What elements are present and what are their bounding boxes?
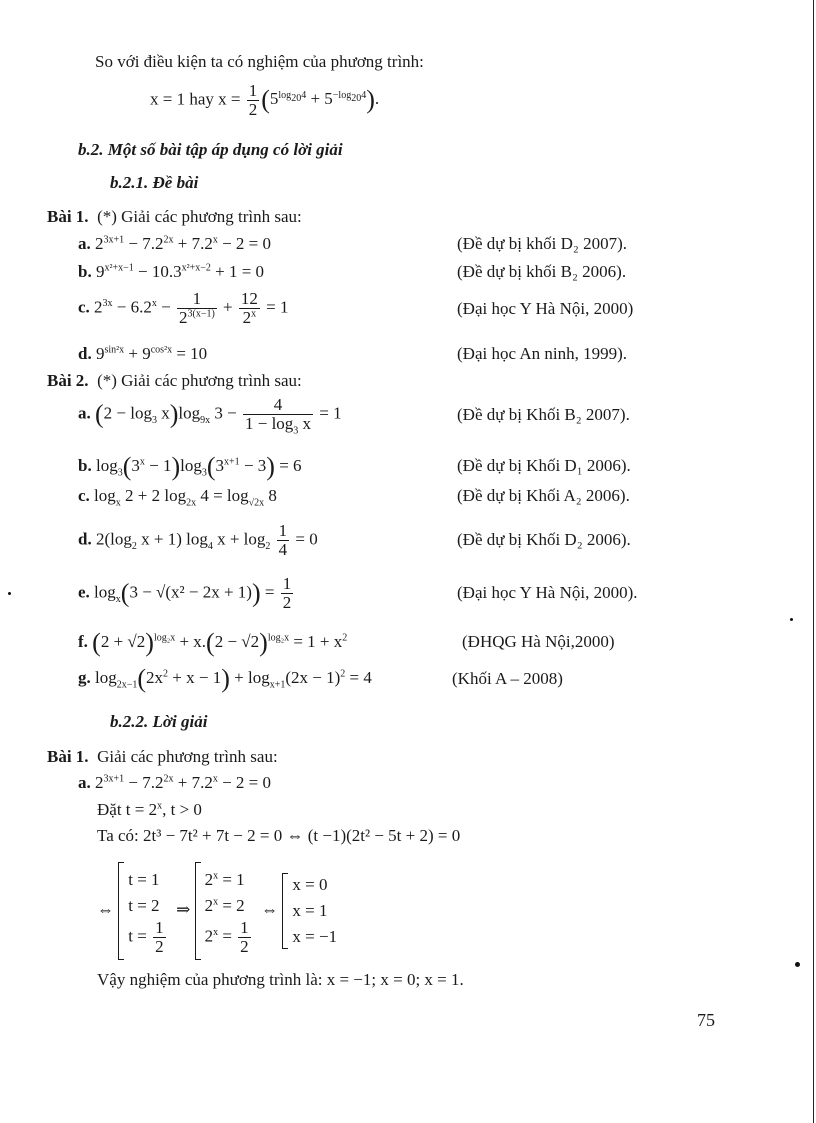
sol-taco: Ta có: 2t³ − 7t² + 7t − 2 = 0 ⇔ (t −1)(2t² − 5t + 2) = 0 (97, 826, 461, 845)
page-edge-line (813, 0, 814, 1123)
bai2-g-source: (Khối A – 2008) (452, 669, 563, 688)
scan-speck (790, 618, 793, 621)
page-number: 75 (697, 1010, 715, 1030)
sol-a: a. $2^{3x+1} - 7.2^{2x} + 7.2^x - 2 = 0$ (78, 773, 272, 792)
bai2-d-source: (Đề dự bị Khối D₂ 2006). (457, 530, 631, 549)
bai2-c: c. $\log_x 2 + 2$ $\log_{2x} 4 = \log_{√2x} 8$ (78, 486, 277, 509)
bai2-e: e. $\log_x(3 - √(x^2 - 2x + 1))$ = $\frac{1}{2}$ (78, 574, 292, 612)
bai2-header: Bài 2. (*) Giải các phương trình sau: (47, 371, 302, 390)
bai2-a-source: (Đề dự bị Khối B₂ 2007). (457, 405, 630, 424)
scan-speck (8, 592, 11, 595)
heading-b21: b.2.1. Đề bài (110, 173, 199, 192)
bai1-b-source: (Đề dự bị khối B₂ 2006). (457, 262, 627, 281)
scan-speck (795, 962, 800, 967)
sol-system: ⇔ t = 1 t = 2 t = $\frac{1}{2}$ ⇒ $2^x = 1$ $2^x = 2$ $2^x$ = $\frac{1}{2}$ ⇔ x = 0 x = 1 x = −1 (97, 862, 337, 960)
bai1-a: a. $2^{3x+1} - 7.2^{2x} + 7.2^x - 2 = 0$ (78, 234, 272, 253)
bai2-e-source: (Đại học Y Hà Nội, 2000). (457, 583, 638, 602)
bai1-c: c. $2^{3x} - 6.2^x$ − $\frac{1}{2^{3(x-1)}}$ + $\frac{12}{2^x}$ = 1 (78, 289, 289, 327)
bai2-b: b. $\log_3(3^x - 1)\log_3(3^{x+1} - 3) = 6$ (78, 452, 302, 481)
answer-rest: $(5^{log_{20}4} + 5^{-log_{20}4})$. (261, 85, 380, 115)
heading-b2: b.2. Một số bài tập áp dụng có lời giải (78, 140, 343, 159)
intro-line: So với điều kiện ta có nghiệm của phương trình: (95, 52, 424, 71)
bai2-c-source: (Đề dự bị Khối A₂ 2006). (457, 486, 630, 505)
heading-b22: b.2.2. Lời giải (110, 712, 208, 731)
answer-text: x = 1 hay x = (150, 89, 245, 109)
answer-fraction: $\frac{1}{2}$ (248, 81, 258, 119)
bai2-a: a. $(2 - \log_3 x)\log_{9x}$ 3 − $\frac{4}{1 - \log_3 x}$ = 1 (78, 395, 342, 437)
bai1-b: b. $9^{x^2+x-1} - 10.3^{x^2+x-2} + 1 = 0$ (78, 262, 265, 281)
bai2-b-source: (Đề dự bị Khối D₁ 2006). (457, 456, 631, 475)
bai1-header: Bài 1. (*) Giải các phương trình sau: (47, 207, 302, 226)
bai2-g: g. $\log_{2x-1}(2x^2 + x - 1) + \log_{x+1}(2x - 1)^2 = 4$ (78, 664, 372, 693)
intro-answer (150, 82, 379, 119)
sol-conclusion: Vậy nghiệm của phương trình là: x = −1; x = 0; x = 1. (97, 970, 464, 989)
bai2-d: d. $2(\log_2$ x + 1) $\log_4 x + \log_2$ $\frac{1}{4}$ = 0 (78, 521, 318, 559)
bai1-d: d. $9^{sin^2x} + 9^{cos^2x} = 10$ (78, 344, 208, 363)
bai2-f: f. $(2 + √2)^{log_2x} + x.(2 - √2)^{log_2x} = 1 + x^2$ (78, 628, 348, 657)
bai1-a-source: (Đề dự bị khối D₂ 2007). (457, 234, 628, 253)
bai2-f-source: (ĐHQG Hà Nội,2000) (462, 632, 615, 651)
sol-set: Đặt $t = 2^x$, t > 0 (97, 800, 202, 819)
sol-header: Bài 1. Giải các phương trình sau: (47, 747, 278, 766)
bai1-d-source: (Đại học An ninh, 1999). (457, 344, 627, 363)
bai1-c-source: (Đại học Y Hà Nội, 2000) (457, 299, 634, 318)
